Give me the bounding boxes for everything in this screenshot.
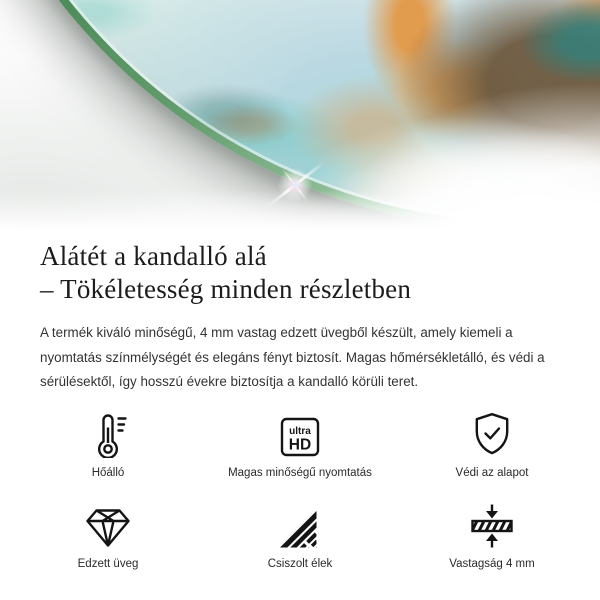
feature-grid — [0, 410, 600, 572]
feature-thickness-4mm — [396, 501, 588, 572]
product-hero-image — [0, 0, 600, 231]
thickness-icon — [470, 501, 514, 549]
ultra-hd-icon-text-top: ultra — [289, 425, 311, 437]
feature-label: Edzett üveg — [77, 557, 139, 570]
feature-protects-base — [396, 410, 588, 481]
feature-label: Csiszolt élek — [267, 557, 333, 570]
feature-heat-resistant — [12, 410, 204, 481]
feature-tempered-glass — [12, 501, 204, 572]
feature-label: Vastagság 4 mm — [449, 557, 535, 570]
marble-print-surface — [0, 0, 600, 222]
feature-label: Védi az alapot — [455, 466, 529, 479]
feature-high-quality-print — [204, 410, 396, 481]
glass-mat-photo — [0, 0, 600, 230]
thermometer-icon — [89, 410, 127, 458]
feature-label: Hőálló — [91, 466, 125, 479]
ultra-hd-icon-text-bottom: HD — [288, 436, 312, 454]
feature-label: Magas minőségű nyomtatás — [228, 466, 372, 479]
page-title-line2: – Tökéletesség minden részletben — [40, 273, 412, 304]
page-title — [40, 240, 560, 306]
page-title-line1: Alátét a kandalló alá — [40, 241, 267, 271]
feature-polished-edges — [204, 501, 396, 572]
content-area — [0, 240, 600, 395]
diamond-icon — [84, 501, 132, 549]
ultra-hd-icon — [279, 410, 321, 458]
product-description-text: A termék kiváló minőségű, 4 mm vastag edzett üvegből készült, amely kiemeli a nyomtatás színmélységét és elegáns fényt biztosít. Magas hőmérsékletálló, és védi a sérülésektől, így hosszú évekre biztosítja a kandalló körüli teret. — [40, 324, 545, 390]
shield-check-icon — [470, 410, 514, 458]
polished-edges-icon — [278, 501, 322, 549]
